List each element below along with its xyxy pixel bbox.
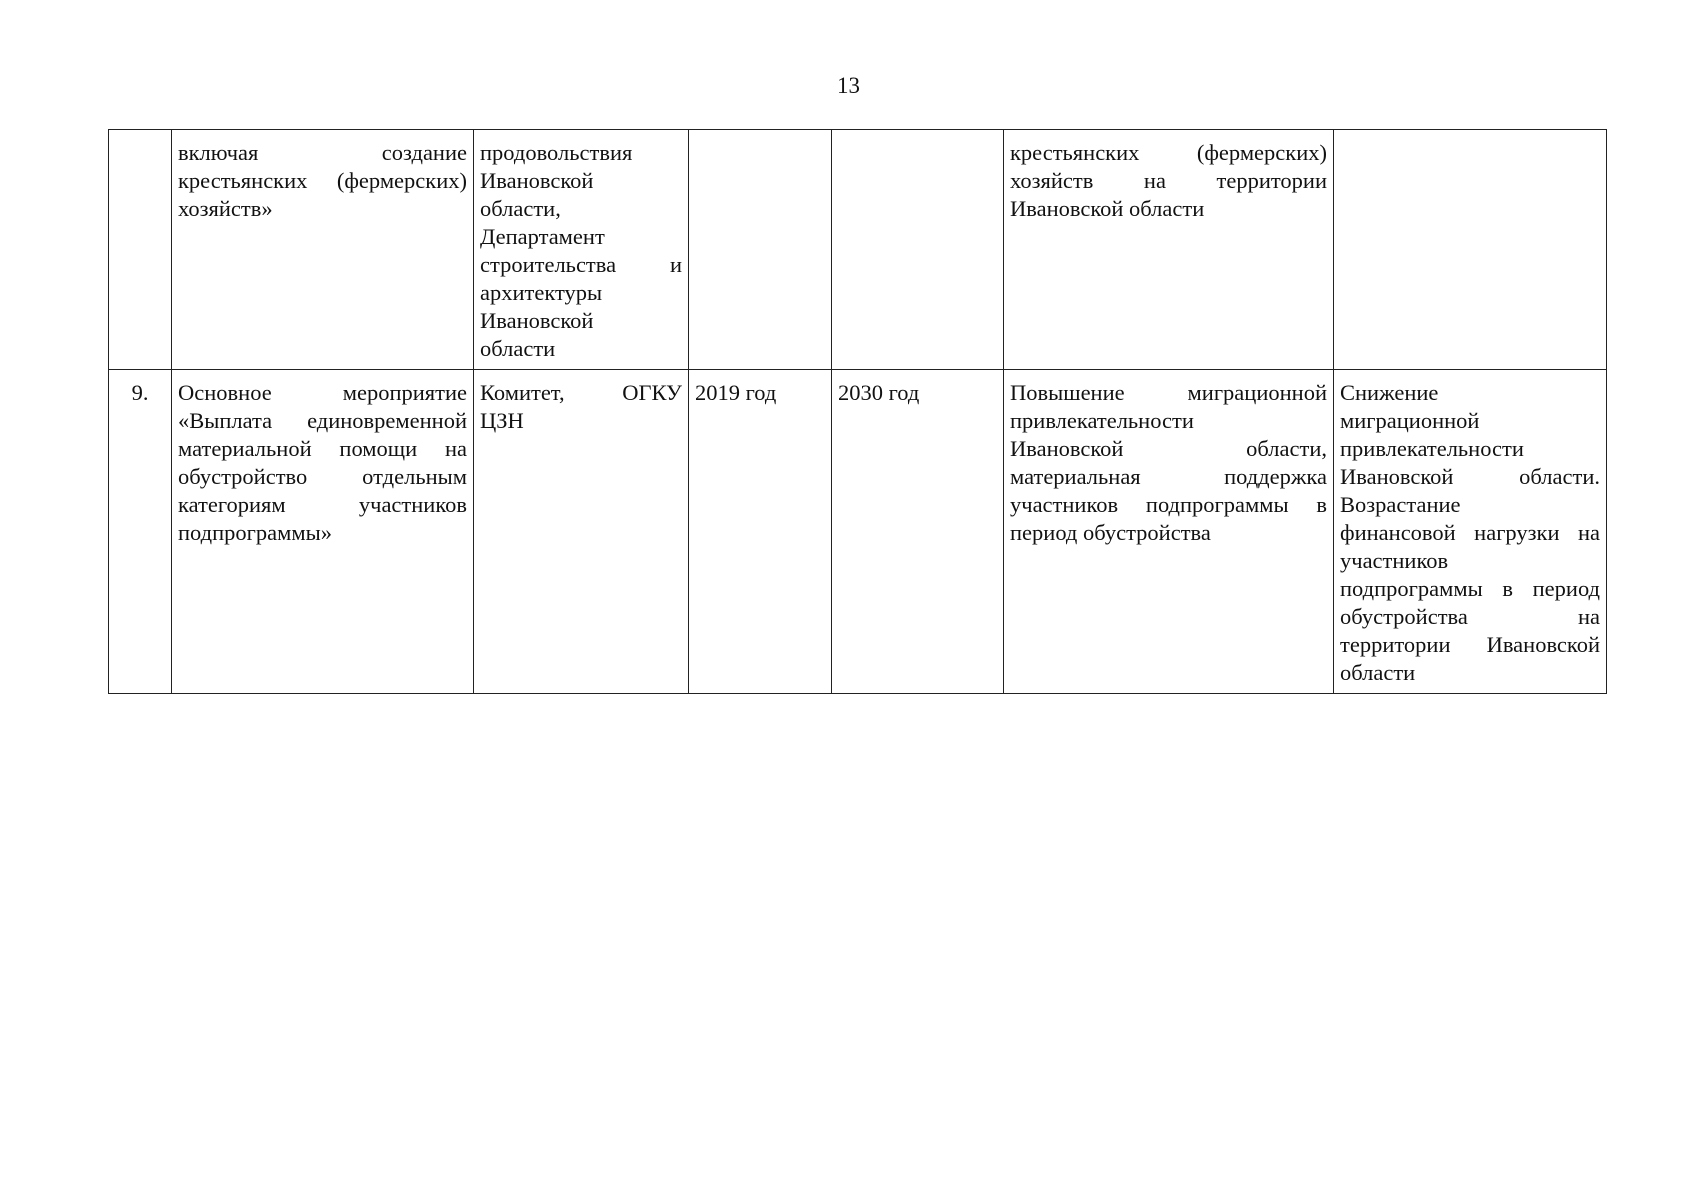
cell-text-line: Основное мероприятие	[178, 380, 467, 405]
cell-text-line: области	[480, 336, 556, 361]
executor-cell	[474, 130, 689, 370]
consequences-cell	[1334, 130, 1607, 370]
cell-text-line: обустройства на	[1340, 604, 1600, 629]
cell-text-line: Ивановской	[480, 168, 594, 193]
cell-text-line: материальной помощи на	[178, 436, 467, 461]
row-number: 9.	[109, 370, 172, 694]
cell-text-line: хозяйств»	[178, 196, 273, 221]
cell-text-line: территории Ивановской	[1340, 632, 1600, 657]
row-number	[109, 130, 172, 370]
page-number: 13	[837, 73, 860, 98]
cell-text-line: подпрограммы»	[178, 520, 332, 545]
cell-text-line: подпрограммы в период	[1340, 576, 1600, 601]
cell-text-line: участников	[1340, 548, 1449, 573]
cell-text-line: привлекательности	[1340, 436, 1524, 461]
cell-text-line: Снижение	[1340, 380, 1439, 405]
end-year-cell: 2030 год	[832, 370, 1004, 694]
cell-text-line: крестьянских (фермерских)	[178, 168, 467, 193]
cell-text-line: включая создание	[178, 140, 467, 165]
cell-text-line: продовольствия	[480, 140, 633, 165]
table-row	[109, 130, 1607, 370]
cell-text-line: материальная поддержка	[1010, 464, 1327, 489]
executor-cell	[474, 370, 689, 694]
cell-text-line: Повышение миграционной	[1010, 380, 1327, 405]
cell-text-line: обустройство отдельным	[178, 464, 467, 489]
measures-table	[108, 129, 1607, 694]
cell-text-line: архитектуры	[480, 280, 603, 305]
consequences-cell	[1334, 370, 1607, 694]
event-name-cell	[172, 130, 474, 370]
cell-text-line: Ивановской	[480, 308, 594, 333]
cell-text-line: крестьянских (фермерских)	[1010, 140, 1327, 165]
cell-text-line: привлекательности	[1010, 408, 1194, 433]
start-year-cell	[689, 130, 832, 370]
table-row	[109, 370, 1607, 694]
start-year-cell: 2019 год	[689, 370, 832, 694]
cell-text-line: ЦЗН	[480, 408, 524, 433]
cell-text-line: период обустройства	[1010, 520, 1211, 545]
expected-result-cell	[1004, 130, 1334, 370]
cell-text-line: Ивановской области	[1010, 196, 1205, 221]
cell-text-line: Ивановской области,	[1010, 436, 1327, 461]
cell-text-line: строительства и	[480, 252, 682, 277]
event-name-cell	[172, 370, 474, 694]
cell-text-line: хозяйств на территории	[1010, 168, 1327, 193]
cell-text-line: Департамент	[480, 224, 605, 249]
cell-text-line: финансовой нагрузки на	[1340, 520, 1600, 545]
cell-text-line: области	[1340, 660, 1416, 685]
cell-text-line: области,	[480, 196, 561, 221]
cell-text-line: категориям участников	[178, 492, 467, 517]
cell-text-line: Возрастание	[1340, 492, 1461, 517]
end-year-cell	[832, 130, 1004, 370]
cell-text-line: миграционной	[1340, 408, 1480, 433]
cell-text-line: Ивановской области.	[1340, 464, 1600, 489]
cell-text-line: «Выплата единовременной	[178, 408, 467, 433]
cell-text-line: Комитет, ОГКУ	[480, 380, 682, 405]
cell-text-line: участников подпрограммы в	[1010, 492, 1327, 517]
expected-result-cell	[1004, 370, 1334, 694]
